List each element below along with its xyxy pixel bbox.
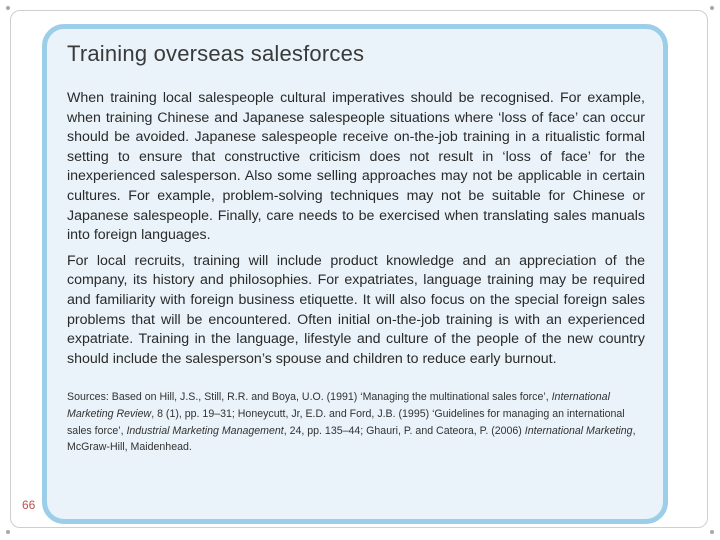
sources-journal-2: Industrial Marketing Management xyxy=(126,424,284,437)
page-number: 66 xyxy=(22,498,36,512)
frame-corner-dot xyxy=(6,530,10,534)
sources-text-1: Sources: Based on Hill, J.S., Still, R.R. and Boya, U.O. (1991) ‘Managing the multinational sales force’, xyxy=(67,391,552,404)
sources-journal-1: International Marketing Review xyxy=(67,391,610,420)
frame-corner-dot xyxy=(710,6,714,10)
text-box xyxy=(42,24,668,524)
frame-corner-dot xyxy=(6,6,10,10)
sources-note xyxy=(67,389,645,455)
frame-corner-dot xyxy=(710,530,714,534)
sources-text-4: , McGraw-Hill, Maidenhead. xyxy=(67,424,636,454)
sources-text-2: , 8 (1), pp. 19–31; Honeycutt, Jr, E.D. and Ford, J.B. (1995) ‘Guidelines for managing an international sales force’, xyxy=(67,407,625,437)
sources-book: International Marketing xyxy=(524,424,633,437)
paragraph-1: When training local salespeople cultural imperatives should be recognised. For example, when training Chinese and Japanese salespeople situations where ‘loss of face’ can occur should be avoided. Japanese salespeople receive on-the-job training in a ritualistic formal setting to ensure that constructive criticism does not result in ‘loss of face’ for the inexperienced salesperson. Also some selling approaches may not be applicable in certain cultures. For example, problem-solving techniques may not be suitable for Chinese or Japanese salespeople. Finally, care needs to be exercised when translating sales manuals into foreign languages. xyxy=(67,90,645,244)
sources-text-3: , 24, pp. 135–44; Ghauri, P. and Cateora, P. (2006) xyxy=(283,424,525,437)
box-title: Training overseas salesforces xyxy=(67,41,365,66)
paragraph-2: For local recruits, training will include product knowledge and an appreciation of the company, its history and philosophies. For expatriates, language training may be required and familiarity with foreign business etiquette. It will also focus on the special foreign sales problems that will be encountered. Often initial on-the-job training is with an experienced expatriate. Training in the language, lifestyle and culture of the people of the new country should include the salesperson’s spouse and children to reduce early burnout. xyxy=(67,252,645,367)
